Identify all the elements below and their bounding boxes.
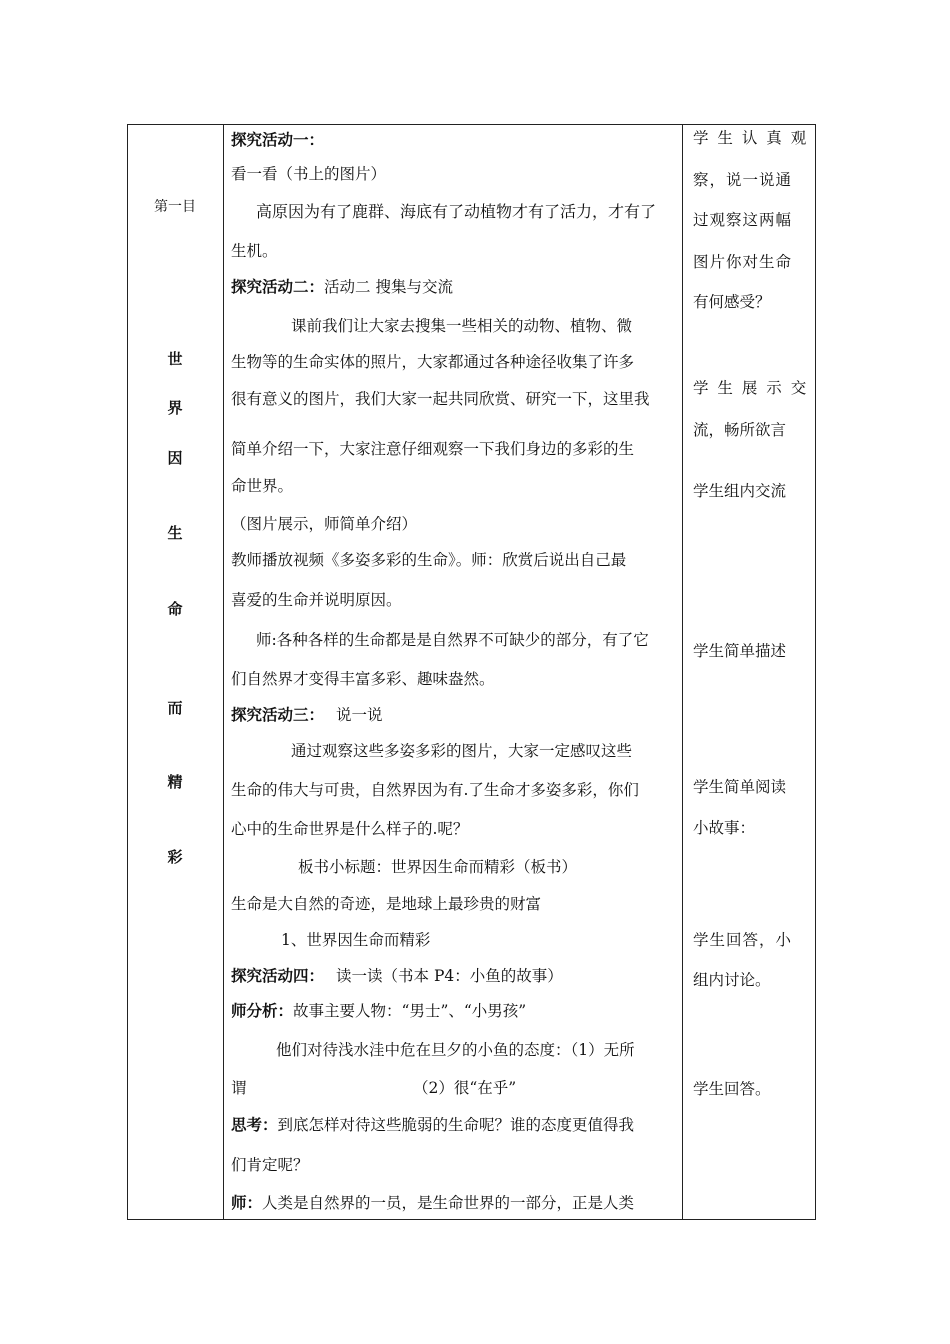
think-label: 思考： <box>231 1115 278 1134</box>
activity2-title: 探究活动二： <box>231 277 325 296</box>
activity3-paragraph: 生命是大自然的奇迹，是地球上最珍贵的财富 <box>231 895 542 913</box>
student-activity-line: 学生组内交流 <box>693 482 787 500</box>
vertical-title-char: 而 <box>167 699 183 717</box>
teacher-label: 师： <box>231 1193 263 1212</box>
activity2-heading <box>231 277 453 297</box>
student-activity-line: 小故事： <box>693 819 756 837</box>
student-activity-line: 图片你对生命 <box>693 253 793 271</box>
analysis-paragraph: 谓 <box>231 1079 247 1097</box>
activity4-subtitle: 读一读（书本 P4：小鱼的故事） <box>336 967 563 985</box>
think-line <box>231 1115 634 1135</box>
activity4-title: 探究活动四： <box>231 966 325 985</box>
activity3-paragraph: 生命的伟大与可贵，自然界因为有.了生命才多姿多彩，你们 <box>231 781 639 799</box>
student-activity-line: 组内讨论。 <box>693 971 771 989</box>
student-activity-line: 流，畅所欲言 <box>693 421 787 439</box>
analysis-text: 故事主要人物：“男士”、“小男孩” <box>293 1002 527 1020</box>
student-activity-line: 学生简单阅读 <box>693 778 787 796</box>
activity2-paragraph: 师:各种各样的生命都是是自然界不可缺少的部分，有了它 <box>256 631 649 649</box>
activity2-subtitle: 活动二 搜集与交流 <box>324 278 453 296</box>
vertical-title-char: 彩 <box>167 848 183 866</box>
activity2-paragraph: 简单介绍一下，大家注意仔细观察一下我们身边的多彩的生 <box>231 440 635 458</box>
student-activity-line: 过观察这两幅 <box>693 211 793 229</box>
vertical-title-char: 界 <box>167 399 183 417</box>
vertical-title-char: 因 <box>167 449 183 467</box>
think-text: 到底怎样对待这些脆弱的生命呢？谁的态度更值得我 <box>277 1116 635 1134</box>
student-activity-line: 有何感受？ <box>693 293 771 311</box>
activity1-title: 探究活动一： <box>231 130 325 149</box>
activity2-paragraph: 喜爱的生命并说明原因。 <box>231 591 402 609</box>
vertical-title-char: 世 <box>167 350 183 368</box>
unit-label: 第一目 <box>154 199 196 215</box>
vertical-title-char: 精 <box>167 773 183 791</box>
teacher-text: 人类是自然界的一员，是生命世界的一部分，正是人类 <box>262 1194 635 1212</box>
activity3-paragraph: 心中的生命世界是什么样子的.呢？ <box>231 820 469 838</box>
student-activity-line: 学 生 展 示 交 <box>693 379 809 397</box>
teacher-line <box>231 1193 634 1213</box>
analysis-paragraph: 他们对待浅水洼中危在旦夕的小鱼的态度：（1）无所 <box>276 1041 635 1059</box>
activity3-title: 探究活动三： <box>231 705 325 724</box>
column-divider-right <box>682 125 683 1219</box>
activity1-line: 看一看（书上的图片） <box>231 165 387 183</box>
board-item: 1、世界因生命而精彩 <box>281 931 431 949</box>
activity2-paragraph: 们自然界才变得丰富多彩、趣味盎然。 <box>231 670 495 688</box>
vertical-title-char: 生 <box>167 524 183 542</box>
analysis-paragraph: （2）很“在乎” <box>413 1079 517 1097</box>
student-activity-line: 学生回答，小 <box>693 931 793 949</box>
vertical-title-char: 命 <box>167 600 183 618</box>
activity3-subtitle: 说一说 <box>336 706 383 724</box>
student-activity-line: 学生回答。 <box>693 1080 771 1098</box>
activity2-paragraph: 课前我们让大家去搜集一些相关的动物、植物、微 <box>291 317 633 335</box>
activity1-paragraph: 生机。 <box>231 242 278 260</box>
activity4-heading <box>231 966 563 986</box>
activity2-paragraph: 命世界。 <box>231 477 294 495</box>
board-subtitle: 板书小标题：世界因生命而精彩（板书） <box>298 858 578 876</box>
student-activity-line: 学生简单描述 <box>693 642 787 660</box>
analysis-line <box>231 1001 526 1021</box>
activity1-paragraph: 高原因为有了鹿群、海底有了动植物才有了活力，才有了 <box>256 202 657 221</box>
activity2-paragraph: 教师播放视频《多姿多彩的生命》。师：欣赏后说出自己最 <box>231 551 627 569</box>
activity2-paragraph: （图片展示，师简单介绍） <box>231 515 418 533</box>
activity2-paragraph: 很有意义的图片，我们大家一起共同欣赏、研究一下，这里我 <box>231 390 650 408</box>
student-activity-line: 察，说一说通 <box>693 171 793 189</box>
activity3-paragraph: 通过观察这些多姿多彩的图片，大家一定感叹这些 <box>291 742 633 760</box>
student-activity-line: 学 生 认 真 观 <box>693 129 809 147</box>
analysis-label: 师分析： <box>231 1001 294 1020</box>
think-paragraph: 们肯定呢？ <box>231 1156 309 1174</box>
activity3-heading <box>231 705 383 725</box>
column-divider-left <box>223 125 224 1219</box>
activity2-paragraph: 生物等的生命实体的照片，大家都通过各种途径收集了许多 <box>231 353 635 371</box>
